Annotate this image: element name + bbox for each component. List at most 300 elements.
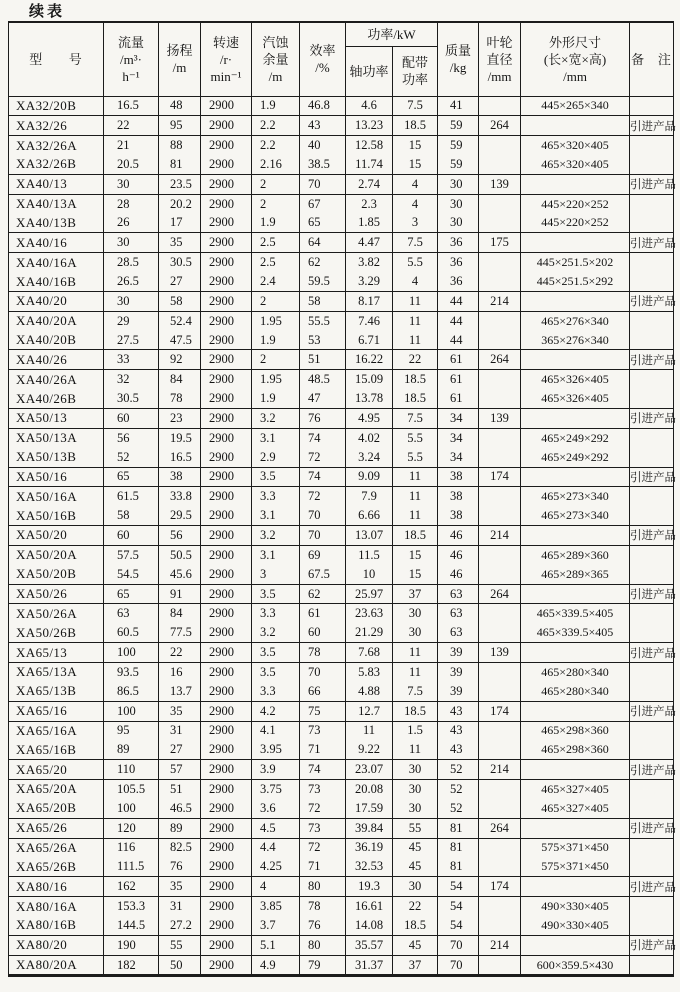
impeller-diameter-cell: 264 — [479, 350, 521, 370]
head-cell: 23.5 — [159, 174, 201, 194]
remark-cell: 引进产品 — [630, 291, 674, 311]
head-cell: 30.5 — [159, 253, 201, 272]
npsh-cell: 3.7 — [252, 916, 300, 935]
remark-cell: 引进产品 — [630, 818, 674, 838]
table-row — [9, 818, 674, 838]
dimensions-cell: 445×251.5×292 — [521, 272, 630, 291]
shaft-power-cell: 20.08 — [346, 780, 393, 799]
efficiency-cell: 74 — [300, 760, 346, 780]
impeller-diameter-cell — [479, 623, 521, 642]
matched-power-cell: 30 — [393, 604, 438, 623]
table-row — [9, 409, 674, 429]
matched-power-cell: 15 — [393, 545, 438, 564]
efficiency-cell: 55.5 — [300, 311, 346, 330]
speed-cell: 2900 — [201, 760, 252, 780]
speed-cell: 2900 — [201, 799, 252, 818]
impeller-diameter-cell — [479, 428, 521, 447]
table-row — [9, 935, 674, 955]
dimensions-cell: 465×273×340 — [521, 506, 630, 525]
remark-cell: 引进产品 — [630, 643, 674, 663]
model-cell: XA65/20 — [9, 760, 104, 780]
remark-cell — [630, 955, 674, 976]
head-cell: 77.5 — [159, 623, 201, 642]
dimensions-cell — [521, 291, 630, 311]
flow-cell: 111.5 — [104, 857, 159, 876]
model-cell: XA80/20 — [9, 935, 104, 955]
matched-power-cell: 15 — [393, 136, 438, 155]
matched-power-cell: 18.5 — [393, 389, 438, 408]
table-row — [9, 916, 674, 935]
table-row — [9, 428, 674, 447]
model-cell: XA65/26 — [9, 818, 104, 838]
impeller-diameter-cell: 214 — [479, 935, 521, 955]
shaft-power-cell: 23.07 — [346, 760, 393, 780]
head-cell: 84 — [159, 370, 201, 389]
model-cell: XA65/20B — [9, 799, 104, 818]
speed-cell: 2900 — [201, 604, 252, 623]
matched-power-cell: 5.5 — [393, 448, 438, 467]
efficiency-cell: 65 — [300, 214, 346, 233]
mass-cell: 38 — [438, 467, 479, 487]
efficiency-cell: 78 — [300, 897, 346, 916]
flow-cell: 52 — [104, 448, 159, 467]
speed-cell: 2900 — [201, 428, 252, 447]
head-cell: 35 — [159, 233, 201, 253]
table-row — [9, 311, 674, 330]
dimensions-cell — [521, 760, 630, 780]
impeller-diameter-cell: 214 — [479, 760, 521, 780]
efficiency-cell: 72 — [300, 487, 346, 506]
npsh-cell: 2.5 — [252, 253, 300, 272]
impeller-diameter-cell: 264 — [479, 116, 521, 136]
remark-cell — [630, 506, 674, 525]
matched-power-cell: 30 — [393, 623, 438, 642]
model-cell: XA50/26A — [9, 604, 104, 623]
npsh-cell: 3.95 — [252, 740, 300, 759]
npsh-cell: 3.1 — [252, 506, 300, 525]
impeller-diameter-cell — [479, 740, 521, 759]
efficiency-cell: 72 — [300, 448, 346, 467]
speed-cell: 2900 — [201, 740, 252, 759]
model-cell: XA40/16 — [9, 233, 104, 253]
model-cell: XA40/16B — [9, 272, 104, 291]
flow-cell: 30.5 — [104, 389, 159, 408]
mass-cell: 59 — [438, 155, 479, 174]
head-cell: 31 — [159, 721, 201, 740]
efficiency-cell: 60 — [300, 623, 346, 642]
head-cell: 19.5 — [159, 428, 201, 447]
dimensions-cell: 445×220×252 — [521, 214, 630, 233]
mass-cell: 43 — [438, 740, 479, 759]
col-header-flow: 流量 /m³· h⁻¹ — [104, 22, 159, 96]
impeller-diameter-cell: 214 — [479, 526, 521, 546]
speed-cell: 2900 — [201, 116, 252, 136]
speed-cell: 2900 — [201, 526, 252, 546]
matched-power-cell: 18.5 — [393, 916, 438, 935]
speed-cell: 2900 — [201, 955, 252, 976]
efficiency-cell: 38.5 — [300, 155, 346, 174]
shaft-power-cell: 14.08 — [346, 916, 393, 935]
model-cell: XA40/26B — [9, 389, 104, 408]
impeller-diameter-cell — [479, 155, 521, 174]
table-row — [9, 506, 674, 525]
table-row — [9, 350, 674, 370]
npsh-cell: 3.6 — [252, 799, 300, 818]
npsh-cell: 3.3 — [252, 487, 300, 506]
efficiency-cell: 67 — [300, 194, 346, 213]
dimensions-cell: 465×326×405 — [521, 389, 630, 408]
flow-cell: 26 — [104, 214, 159, 233]
mass-cell: 39 — [438, 643, 479, 663]
head-cell: 27 — [159, 740, 201, 759]
npsh-cell: 2.9 — [252, 448, 300, 467]
matched-power-cell: 15 — [393, 155, 438, 174]
flow-cell: 57.5 — [104, 545, 159, 564]
speed-cell: 2900 — [201, 291, 252, 311]
dimensions-cell — [521, 584, 630, 604]
head-cell: 84 — [159, 604, 201, 623]
head-cell: 35 — [159, 701, 201, 721]
speed-cell: 2900 — [201, 331, 252, 350]
remark-cell — [630, 897, 674, 916]
dimensions-cell: 465×339.5×405 — [521, 604, 630, 623]
dimensions-cell: 575×371×450 — [521, 838, 630, 857]
matched-power-cell: 11 — [393, 467, 438, 487]
matched-power-cell: 22 — [393, 350, 438, 370]
head-cell: 57 — [159, 760, 201, 780]
mass-cell: 70 — [438, 955, 479, 976]
table-row — [9, 545, 674, 564]
head-cell: 16 — [159, 662, 201, 681]
speed-cell: 2900 — [201, 935, 252, 955]
speed-cell: 2900 — [201, 214, 252, 233]
speed-cell: 2900 — [201, 897, 252, 916]
npsh-cell: 4 — [252, 877, 300, 897]
shaft-power-cell: 7.9 — [346, 487, 393, 506]
shaft-power-cell: 11 — [346, 721, 393, 740]
speed-cell: 2900 — [201, 701, 252, 721]
table-row — [9, 272, 674, 291]
table-row — [9, 780, 674, 799]
flow-cell: 100 — [104, 799, 159, 818]
mass-cell: 63 — [438, 584, 479, 604]
matched-power-cell: 5.5 — [393, 428, 438, 447]
remark-cell — [630, 96, 674, 116]
impeller-diameter-cell: 139 — [479, 174, 521, 194]
head-cell: 33.8 — [159, 487, 201, 506]
efficiency-cell: 61 — [300, 604, 346, 623]
flow-cell: 30 — [104, 233, 159, 253]
mass-cell: 54 — [438, 877, 479, 897]
table-row — [9, 136, 674, 155]
mass-cell: 43 — [438, 701, 479, 721]
mass-cell: 34 — [438, 428, 479, 447]
dimensions-cell: 600×359.5×430 — [521, 955, 630, 976]
model-cell: XA40/20B — [9, 331, 104, 350]
col-header-impeller-diameter: 叶轮 直径 /mm — [479, 22, 521, 96]
flow-cell: 162 — [104, 877, 159, 897]
mass-cell: 34 — [438, 448, 479, 467]
flow-cell: 86.5 — [104, 682, 159, 701]
mass-cell: 54 — [438, 916, 479, 935]
speed-cell: 2900 — [201, 409, 252, 429]
table-body — [9, 96, 677, 976]
remark-cell — [630, 565, 674, 584]
speed-cell: 2900 — [201, 818, 252, 838]
impeller-diameter-cell: 174 — [479, 877, 521, 897]
model-cell: XA50/16A — [9, 487, 104, 506]
dimensions-cell — [521, 643, 630, 663]
efficiency-cell: 73 — [300, 818, 346, 838]
model-cell: XA40/13 — [9, 174, 104, 194]
flow-cell: 95 — [104, 721, 159, 740]
npsh-cell: 4.5 — [252, 818, 300, 838]
mass-cell: 44 — [438, 291, 479, 311]
flow-cell: 65 — [104, 467, 159, 487]
mass-cell: 81 — [438, 857, 479, 876]
npsh-cell: 3.2 — [252, 409, 300, 429]
shaft-power-cell: 4.02 — [346, 428, 393, 447]
model-cell: XA50/16 — [9, 467, 104, 487]
npsh-cell: 4.25 — [252, 857, 300, 876]
npsh-cell: 3 — [252, 565, 300, 584]
table-row — [9, 214, 674, 233]
flow-cell: 26.5 — [104, 272, 159, 291]
col-header-dimensions: 外形尺寸 (长×宽×高) /mm — [521, 22, 630, 96]
shaft-power-cell: 13.07 — [346, 526, 393, 546]
table-row — [9, 955, 674, 976]
dimensions-cell — [521, 174, 630, 194]
col-header-power-group: 功率/kW — [346, 22, 438, 46]
model-cell: XA40/26 — [9, 350, 104, 370]
npsh-cell: 2 — [252, 350, 300, 370]
dimensions-cell — [521, 935, 630, 955]
efficiency-cell: 66 — [300, 682, 346, 701]
table-row — [9, 623, 674, 642]
model-cell: XA50/26 — [9, 584, 104, 604]
head-cell: 31 — [159, 897, 201, 916]
npsh-cell: 3.5 — [252, 584, 300, 604]
table-row — [9, 96, 674, 116]
matched-power-cell: 18.5 — [393, 701, 438, 721]
flow-cell: 28 — [104, 194, 159, 213]
matched-power-cell: 5.5 — [393, 253, 438, 272]
head-cell: 48 — [159, 96, 201, 116]
impeller-diameter-cell — [479, 272, 521, 291]
flow-cell: 28.5 — [104, 253, 159, 272]
matched-power-cell: 45 — [393, 857, 438, 876]
impeller-diameter-cell — [479, 506, 521, 525]
remark-cell: 引进产品 — [630, 760, 674, 780]
mass-cell: 44 — [438, 311, 479, 330]
matched-power-cell: 18.5 — [393, 370, 438, 389]
matched-power-cell: 15 — [393, 565, 438, 584]
npsh-cell: 3.5 — [252, 662, 300, 681]
flow-cell: 182 — [104, 955, 159, 976]
flow-cell: 105.5 — [104, 780, 159, 799]
remark-cell — [630, 662, 674, 681]
remark-cell — [630, 740, 674, 759]
speed-cell: 2900 — [201, 838, 252, 857]
table-row — [9, 194, 674, 213]
npsh-cell: 3.5 — [252, 467, 300, 487]
npsh-cell: 3.3 — [252, 604, 300, 623]
head-cell: 76 — [159, 857, 201, 876]
table-row — [9, 604, 674, 623]
speed-cell: 2900 — [201, 467, 252, 487]
shaft-power-cell: 4.95 — [346, 409, 393, 429]
table-row — [9, 389, 674, 408]
remark-cell: 引进产品 — [630, 350, 674, 370]
npsh-cell: 1.9 — [252, 331, 300, 350]
shaft-power-cell: 5.83 — [346, 662, 393, 681]
efficiency-cell: 72 — [300, 799, 346, 818]
npsh-cell: 3.85 — [252, 897, 300, 916]
efficiency-cell: 62 — [300, 253, 346, 272]
npsh-cell: 5.1 — [252, 935, 300, 955]
table-row — [9, 487, 674, 506]
dimensions-cell — [521, 409, 630, 429]
head-cell: 56 — [159, 526, 201, 546]
shaft-power-cell: 36.19 — [346, 838, 393, 857]
speed-cell: 2900 — [201, 584, 252, 604]
shaft-power-cell: 19.3 — [346, 877, 393, 897]
model-cell: XA50/13B — [9, 448, 104, 467]
remark-cell — [630, 857, 674, 876]
head-cell: 81 — [159, 155, 201, 174]
head-cell: 27 — [159, 272, 201, 291]
model-cell: XA32/26 — [9, 116, 104, 136]
head-cell: 58 — [159, 291, 201, 311]
remark-cell — [630, 682, 674, 701]
speed-cell: 2900 — [201, 565, 252, 584]
remark-cell — [630, 370, 674, 389]
impeller-diameter-cell — [479, 662, 521, 681]
npsh-cell: 1.9 — [252, 389, 300, 408]
remark-cell — [630, 448, 674, 467]
flow-cell: 20.5 — [104, 155, 159, 174]
impeller-diameter-cell: 175 — [479, 233, 521, 253]
speed-cell: 2900 — [201, 857, 252, 876]
model-cell: XA50/20B — [9, 565, 104, 584]
npsh-cell: 1.9 — [252, 214, 300, 233]
npsh-cell: 2.5 — [252, 233, 300, 253]
mass-cell: 52 — [438, 760, 479, 780]
dimensions-cell: 465×298×360 — [521, 740, 630, 759]
efficiency-cell: 53 — [300, 331, 346, 350]
model-cell: XA50/16B — [9, 506, 104, 525]
flow-cell: 120 — [104, 818, 159, 838]
shaft-power-cell: 35.57 — [346, 935, 393, 955]
remark-cell — [630, 545, 674, 564]
flow-cell: 116 — [104, 838, 159, 857]
flow-cell: 27.5 — [104, 331, 159, 350]
model-cell: XA65/13 — [9, 643, 104, 663]
shaft-power-cell: 17.59 — [346, 799, 393, 818]
table-row — [9, 331, 674, 350]
head-cell: 29.5 — [159, 506, 201, 525]
head-cell: 78 — [159, 389, 201, 408]
npsh-cell: 2 — [252, 174, 300, 194]
dimensions-cell: 465×249×292 — [521, 448, 630, 467]
flow-cell: 63 — [104, 604, 159, 623]
model-cell: XA80/16A — [9, 897, 104, 916]
remark-cell — [630, 604, 674, 623]
mass-cell: 52 — [438, 799, 479, 818]
shaft-power-cell: 9.09 — [346, 467, 393, 487]
impeller-diameter-cell — [479, 897, 521, 916]
flow-cell: 58 — [104, 506, 159, 525]
efficiency-cell: 70 — [300, 174, 346, 194]
dimensions-cell — [521, 818, 630, 838]
efficiency-cell: 70 — [300, 526, 346, 546]
impeller-diameter-cell: 264 — [479, 818, 521, 838]
impeller-diameter-cell: 174 — [479, 701, 521, 721]
flow-cell: 93.5 — [104, 662, 159, 681]
mass-cell: 44 — [438, 331, 479, 350]
npsh-cell: 4.4 — [252, 838, 300, 857]
dimensions-cell: 490×330×405 — [521, 897, 630, 916]
head-cell: 52.4 — [159, 311, 201, 330]
mass-cell: 81 — [438, 818, 479, 838]
head-cell: 82.5 — [159, 838, 201, 857]
head-cell: 20.2 — [159, 194, 201, 213]
shaft-power-cell: 31.37 — [346, 955, 393, 976]
matched-power-cell: 11 — [393, 740, 438, 759]
remark-cell: 引进产品 — [630, 877, 674, 897]
remark-cell — [630, 799, 674, 818]
efficiency-cell: 71 — [300, 740, 346, 759]
efficiency-cell: 74 — [300, 467, 346, 487]
table-row — [9, 291, 674, 311]
head-cell: 38 — [159, 467, 201, 487]
impeller-diameter-cell — [479, 214, 521, 233]
efficiency-cell: 79 — [300, 955, 346, 976]
matched-power-cell: 30 — [393, 780, 438, 799]
mass-cell: 46 — [438, 526, 479, 546]
speed-cell: 2900 — [201, 545, 252, 564]
model-cell: XA80/16B — [9, 916, 104, 935]
matched-power-cell: 11 — [393, 311, 438, 330]
speed-cell: 2900 — [201, 623, 252, 642]
mass-cell: 36 — [438, 272, 479, 291]
flow-cell: 110 — [104, 760, 159, 780]
mass-cell: 52 — [438, 780, 479, 799]
impeller-diameter-cell — [479, 682, 521, 701]
shaft-power-cell: 10 — [346, 565, 393, 584]
matched-power-cell: 4 — [393, 194, 438, 213]
impeller-diameter-cell — [479, 96, 521, 116]
shaft-power-cell: 8.17 — [346, 291, 393, 311]
flow-cell: 29 — [104, 311, 159, 330]
efficiency-cell: 67.5 — [300, 565, 346, 584]
npsh-cell: 2.2 — [252, 136, 300, 155]
mass-cell: 61 — [438, 389, 479, 408]
shaft-power-cell: 6.71 — [346, 331, 393, 350]
efficiency-cell: 62 — [300, 584, 346, 604]
dimensions-cell: 465×273×340 — [521, 487, 630, 506]
remark-cell — [630, 389, 674, 408]
impeller-diameter-cell: 214 — [479, 291, 521, 311]
remark-cell — [630, 428, 674, 447]
mass-cell: 43 — [438, 721, 479, 740]
flow-cell: 30 — [104, 174, 159, 194]
flow-cell: 65 — [104, 584, 159, 604]
speed-cell: 2900 — [201, 233, 252, 253]
shaft-power-cell: 12.7 — [346, 701, 393, 721]
npsh-cell: 3.1 — [252, 428, 300, 447]
mass-cell: 39 — [438, 682, 479, 701]
